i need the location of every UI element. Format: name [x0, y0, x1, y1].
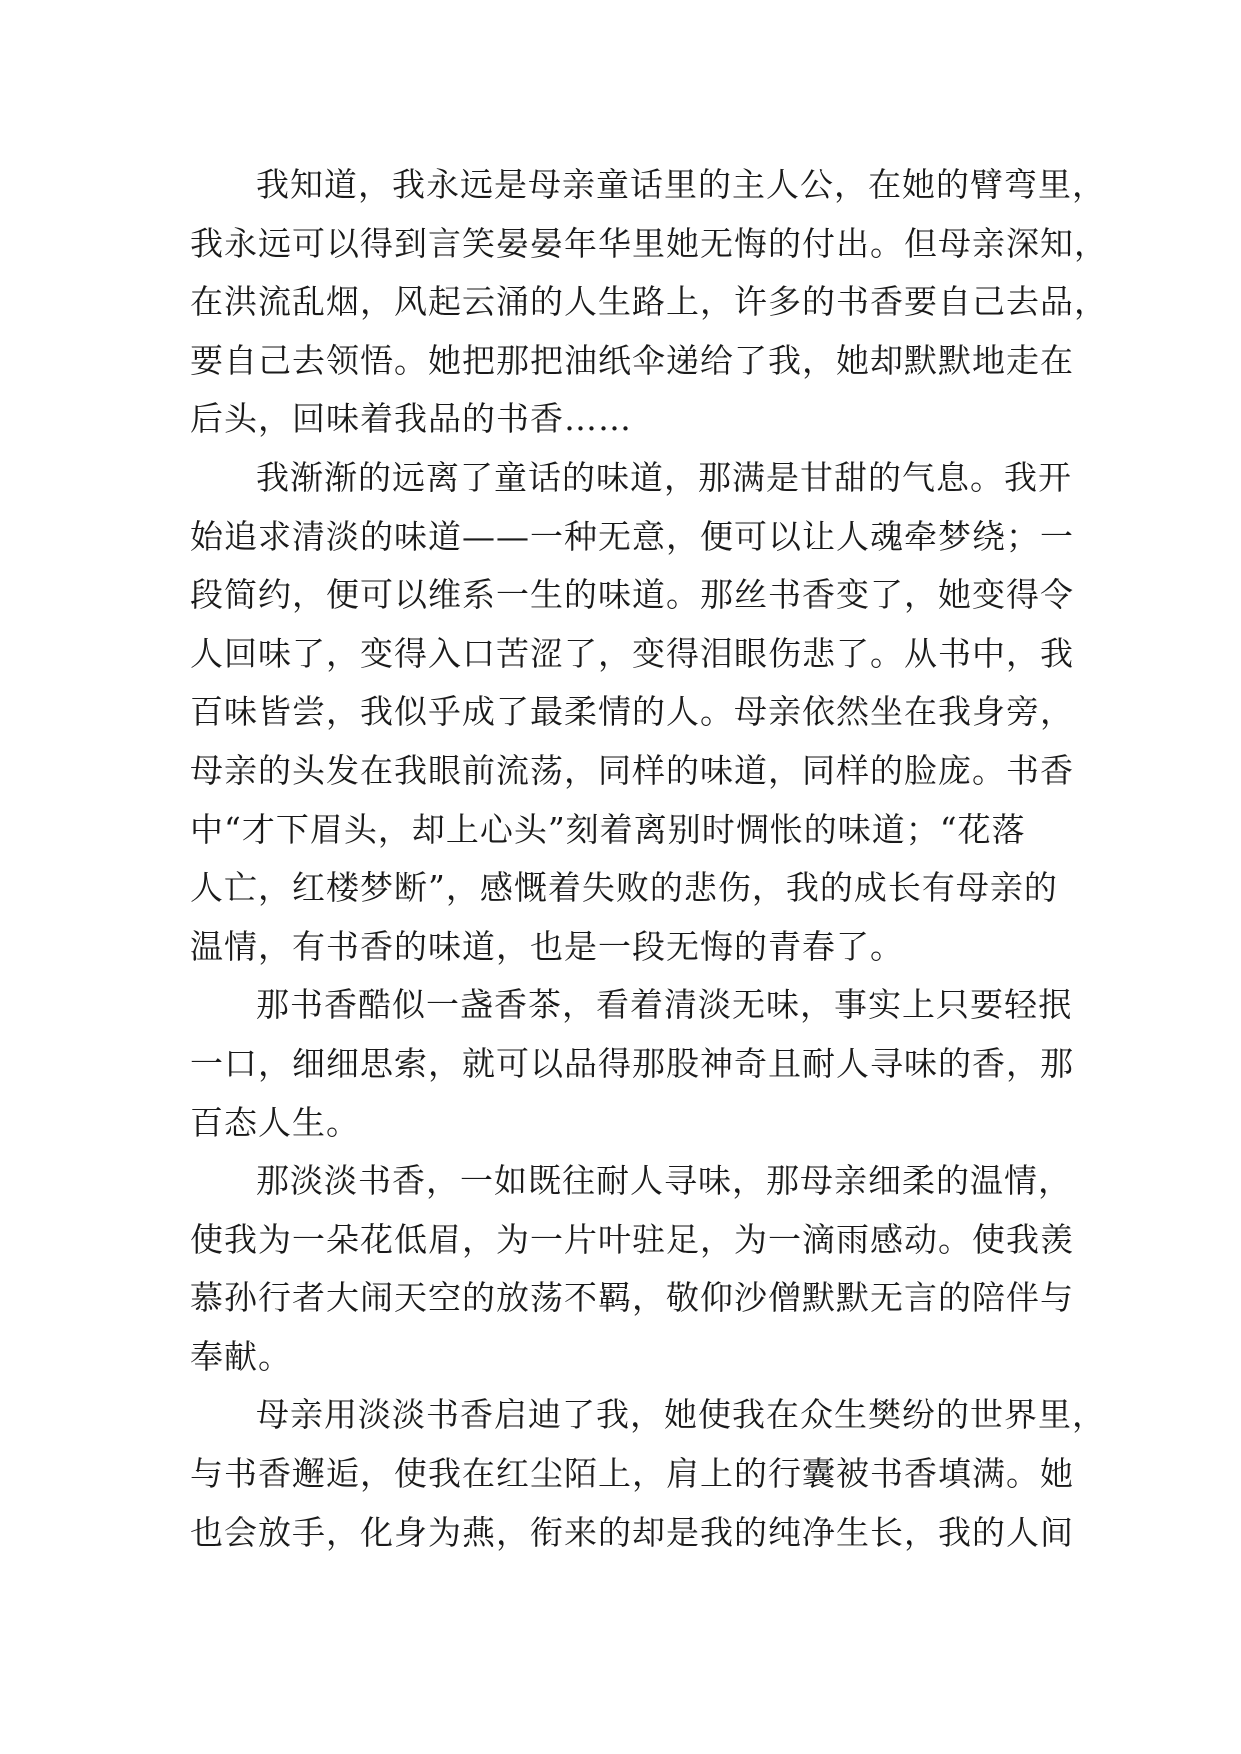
text-line: 我知道，我永远是母亲童话里的主人公，在她的臂弯里，: [256, 165, 1106, 204]
text-line: 那淡淡书香，一如既往耐人寻味，那母亲细柔的温情，: [256, 1161, 1072, 1201]
text-line: 母亲用淡淡书香启迪了我，她使我在众生樊纷的世界里，: [256, 1395, 1106, 1435]
text-line: 与书香邂逅，使我在红尘陌上，肩上的行囊被书香填满。她: [190, 1454, 1074, 1494]
text-line: 始追求清淡的味道——一种无意，便可以让人魂牵梦绕；一: [190, 516, 1074, 556]
document-body: [190, 156, 1108, 1562]
text-line: 百态人生。: [190, 1102, 360, 1142]
text-line: 使我为一朵花低眉，为一片叶驻足，为一滴雨感动。使我羡: [190, 1219, 1074, 1259]
text-line: 奉献。: [190, 1336, 292, 1376]
text-line: 中“才下眉头，却上心头”刻着离别时惆怅的味道；“花落: [190, 809, 1026, 849]
text-line: 人亡，红楼梦断”，感慨着失败的悲伤，我的成长有母亲的: [190, 868, 1058, 908]
text-line: 那书香酷似一盏香茶，看着清淡无味，事实上只要轻抿: [256, 985, 1072, 1025]
text-line: 要自己去领悟。她把那把油纸伞递给了我，她却默默地走在: [190, 340, 1074, 380]
paragraph-3: [190, 976, 1074, 1152]
paragraph-2: [190, 449, 1074, 976]
paragraph-5: [190, 1386, 1106, 1562]
text-line: 也会放手，化身为燕，衔来的却是我的纯净生长，我的人间: [190, 1512, 1074, 1552]
text-line: 我渐渐的远离了童话的味道，那满是甘甜的气息。我开: [256, 457, 1072, 497]
text-line: 一口，细细思索，就可以品得那股神奇且耐人寻味的香，那: [190, 1043, 1074, 1083]
text-line: 我永远可以得到言笑晏晏年华里她无悔的付出。但母亲深知，: [190, 223, 1108, 263]
text-line: 母亲的头发在我眼前流荡，同样的味道，同样的脸庞。书香: [190, 750, 1074, 790]
text-line: 在洪流乱烟，风起云涌的人生路上，许多的书香要自己去品，: [190, 282, 1108, 322]
text-line: 慕孙行者大闹天空的放荡不羁，敬仰沙僧默默无言的陪伴与: [190, 1278, 1074, 1318]
text-line: 后头，回味着我品的书香……: [190, 399, 632, 439]
text-line: 温情，有书香的味道，也是一段无悔的青春了。: [190, 926, 904, 966]
paragraph-1: [190, 156, 1108, 449]
text-line: 段简约，便可以维系一生的味道。那丝书香变了，她变得令: [190, 575, 1074, 615]
text-line: 百味皆尝，我似乎成了最柔情的人。母亲依然坐在我身旁，: [190, 692, 1074, 732]
paragraph-4: [190, 1152, 1074, 1386]
text-line: 人回味了，变得入口苦涩了，变得泪眼伤悲了。从书中，我: [190, 633, 1074, 673]
